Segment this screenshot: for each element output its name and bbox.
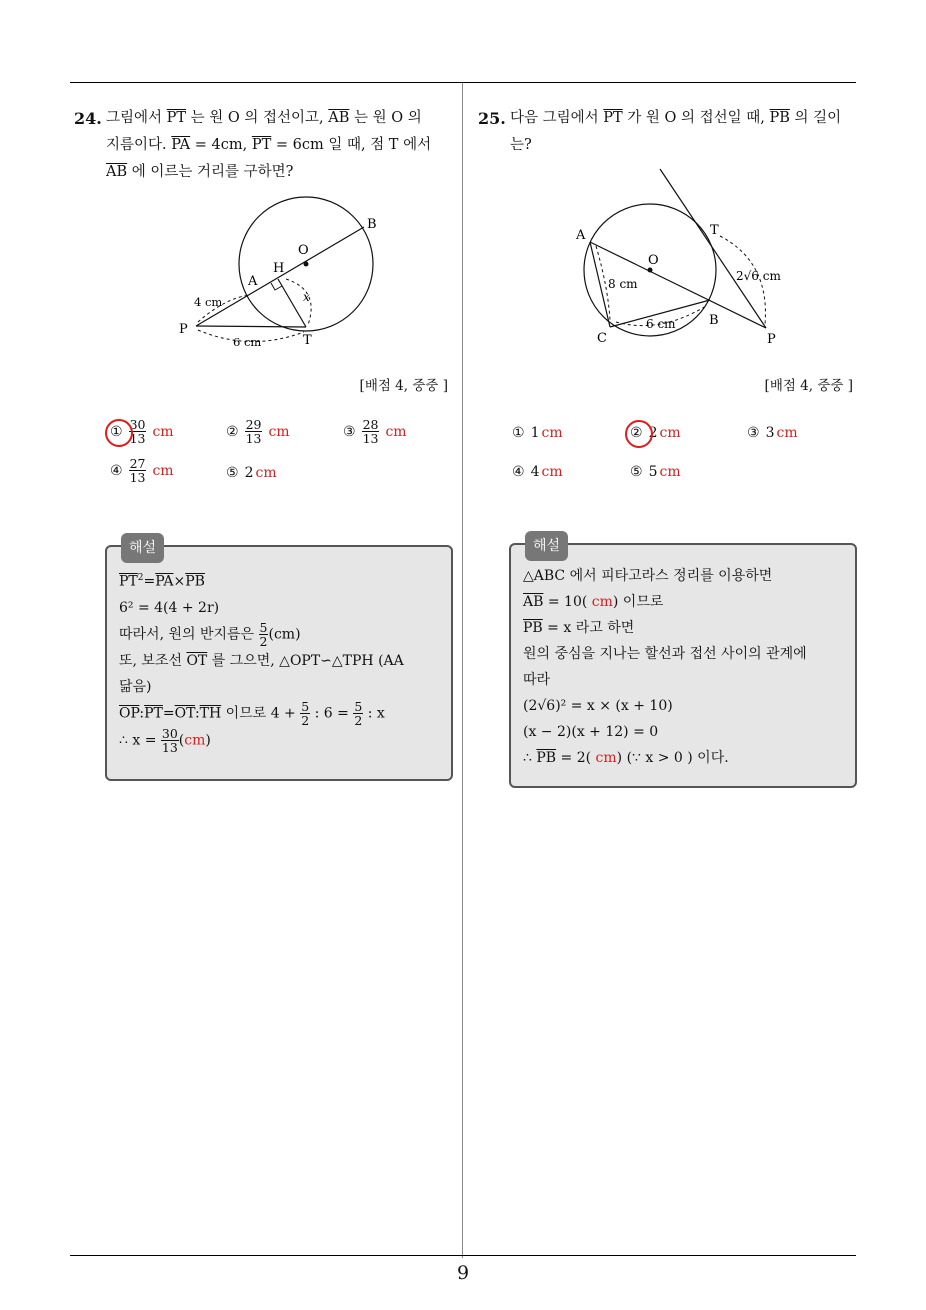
segment-pt: $\overline{PT}$: [251, 137, 272, 153]
label-t: T: [303, 333, 312, 348]
answer-circle-mark: [105, 419, 133, 447]
top-rule: [70, 82, 856, 83]
q25-text-2: 는?: [510, 137, 532, 153]
label-o: O: [648, 253, 659, 268]
tangent-line: [196, 326, 306, 327]
choice-number: ⑤: [630, 464, 643, 480]
text: : x: [363, 705, 385, 722]
label-radius: 8 cm: [608, 277, 638, 291]
sol-line-1: △ABC 에서 피타고라스 정리를 이용하면: [523, 568, 773, 584]
sol-line-1: [119, 565, 439, 595]
sol-line-3: [119, 621, 439, 648]
fraction: [161, 727, 179, 754]
denominator: 13: [362, 431, 379, 446]
sol-line-7: [119, 727, 439, 754]
unit: cm: [541, 464, 563, 480]
center-dot: [648, 268, 653, 273]
unit: cm: [595, 750, 617, 766]
sol-line-6: (2√6)² = x × (x + 10): [523, 698, 673, 714]
text: = 10(: [543, 594, 592, 610]
sol-line-5: 따라: [523, 672, 551, 688]
unit: cm: [152, 462, 174, 479]
label-a: A: [248, 274, 258, 289]
question-25-text: [476, 105, 856, 159]
q24-circle-figure: [170, 190, 390, 355]
fraction: [300, 700, 310, 727]
choice-value: 1: [530, 425, 540, 441]
colon: :: [139, 705, 145, 722]
numerator: 27: [129, 456, 146, 471]
text: : 6 =: [310, 705, 354, 722]
segment-ab: $\overline{AB}$: [523, 594, 544, 610]
label-p: P: [179, 322, 188, 337]
denominator: 2: [301, 712, 310, 728]
sol-line-7: (x − 2)(x + 12) = 0: [523, 724, 659, 740]
segment-pt: $\overline{PT}$: [119, 573, 138, 590]
q24-text-1: 그림에서: [106, 110, 167, 126]
label-b: B: [709, 313, 719, 328]
answer-circle-mark: [625, 420, 653, 448]
question-24-text: [72, 105, 452, 186]
q25-choice-5[interactable]: [630, 464, 681, 480]
sol-line-8: [523, 745, 843, 771]
segment-pt: $\overline{PT}$: [166, 110, 187, 126]
label-p: P: [767, 332, 776, 347]
q24-text-2: 지름이다.: [106, 137, 172, 153]
choice-number: ②: [630, 425, 643, 441]
colon: :: [194, 705, 200, 722]
unit: cm: [184, 732, 206, 749]
denominator: 13: [129, 431, 146, 446]
segment-th: $\overline{TH}$: [199, 705, 222, 722]
segment-pb: $\overline{PB}$: [185, 573, 205, 590]
q25-solution-box: [509, 538, 857, 788]
q24-choice-4[interactable]: [110, 457, 174, 484]
page-number: 9: [456, 1262, 470, 1284]
label-c: C: [597, 331, 607, 346]
fraction: [362, 418, 380, 445]
label-b: B: [367, 217, 377, 232]
numerator: 5: [301, 698, 310, 714]
unit: cm: [152, 423, 174, 440]
choice-number: ④: [512, 464, 525, 480]
segment-ab: $\overline{AB}$: [328, 110, 350, 126]
q25-score: [배점 4, 중중 ]: [764, 378, 853, 394]
q25-choice-4[interactable]: [512, 464, 563, 480]
segment-ab: $\overline{AB}$: [106, 164, 128, 180]
ray-pt: $\overline{PT}$: [603, 110, 623, 126]
numerator: 5: [259, 619, 268, 635]
choice-number: ①: [110, 423, 123, 440]
segment-pa: $\overline{PA}$: [155, 573, 174, 590]
equals: =: [143, 573, 156, 590]
sol-line-4: 원의 중심을 지나는 할선과 접선 사이의 관계에: [523, 646, 807, 662]
denominator: 13: [245, 431, 262, 446]
text: ∴: [523, 750, 537, 766]
choice-mark: [110, 424, 123, 440]
numerator: 30: [129, 417, 146, 432]
solution-tab: 해설: [525, 531, 568, 561]
paren: ): [205, 732, 211, 749]
text: ∴ x =: [119, 732, 161, 749]
solution-tab: 해설: [121, 533, 164, 563]
numerator: 29: [245, 417, 262, 432]
fraction: [353, 700, 363, 727]
q24-score: [배점 4, 중중 ]: [359, 378, 448, 394]
segment-pt: $\overline{PT}$: [144, 705, 163, 722]
q25-text-1: 다음 그림에서: [510, 110, 604, 126]
q24-choice-5[interactable]: [226, 465, 277, 481]
text: 또, 보조선: [119, 652, 187, 669]
segment-ot: $\overline{OT}$: [174, 705, 195, 722]
denominator: 13: [129, 470, 146, 485]
unit: cm: [659, 464, 681, 480]
label-pt-length: 6 cm: [233, 335, 262, 349]
choice-value: 5: [648, 464, 658, 480]
unit: cm: [268, 423, 290, 440]
label-h: H: [273, 261, 285, 276]
choice-value: 2: [244, 465, 254, 481]
choice-value: 3: [765, 425, 775, 441]
unit: cm: [541, 425, 563, 441]
text: 를 그으면, △OPT∽△TPH (AA: [207, 652, 404, 669]
label-a: A: [576, 228, 586, 243]
q25-choice-3[interactable]: [747, 425, 798, 441]
q24-choice-2[interactable]: [226, 418, 290, 445]
segment-pb: $\overline{PB}$: [769, 110, 790, 126]
q25-choice-1[interactable]: [512, 425, 563, 441]
q24-text-1c: 는 원 O 의: [349, 110, 422, 126]
segment-ac: [590, 242, 610, 327]
text: = x 라고 하면: [542, 620, 635, 636]
sol-line-6: [119, 700, 439, 727]
bottom-rule: [70, 1255, 856, 1256]
choice-value: 2: [648, 425, 658, 441]
numerator: 28: [362, 417, 379, 432]
denominator: 2: [259, 633, 268, 649]
exponent: 2: [137, 573, 144, 583]
unit: cm: [255, 465, 277, 481]
numerator: 30: [161, 725, 178, 741]
sol-line-3: [523, 615, 843, 641]
sol-line-4: [119, 648, 439, 674]
fraction: [259, 621, 269, 648]
label-pa-length: 4 cm: [194, 295, 223, 309]
q24-text-3: 에 이르는 거리를 구하면?: [127, 164, 294, 180]
center-dot: [304, 262, 309, 267]
q24-choice-1[interactable]: [110, 418, 174, 445]
choice-number: ③: [747, 425, 760, 441]
q24-choice-3[interactable]: [343, 418, 407, 445]
q25-circle-figure: [570, 162, 800, 352]
text: 이므로 4 +: [221, 705, 301, 722]
tangent-line: [660, 169, 766, 328]
text: ) (∵ x > 0 ) 이다.: [616, 750, 729, 766]
segment-ot: $\overline{OT}$: [186, 652, 208, 669]
choice-number: ③: [343, 423, 356, 440]
choice-number: ⑤: [226, 465, 239, 481]
sol-line-2: [523, 589, 843, 615]
denominator: 2: [354, 712, 363, 728]
label-bc-length: 6 cm: [646, 317, 676, 331]
choice-number: ②: [226, 423, 239, 440]
q24-solution-box: [105, 540, 453, 781]
q25-text-1c: 의 길이: [789, 110, 842, 126]
question-number: 25.: [478, 109, 506, 128]
choice-number: ④: [110, 462, 123, 479]
times: ×: [173, 573, 186, 590]
text: 따라서, 원의 반지름은: [119, 626, 259, 643]
fraction: [129, 457, 147, 484]
sol-line-2: 6² = 4(4 + 2r): [119, 599, 220, 616]
perpendicular-th: [278, 279, 306, 327]
paren: (: [178, 732, 185, 749]
q24-text-1b: 는 원 O 의 접선이고,: [186, 110, 329, 126]
fraction: [245, 418, 263, 445]
unit: cm: [776, 425, 798, 441]
text: (cm): [268, 626, 301, 643]
segment-pb: $\overline{PB}$: [523, 620, 543, 636]
q24-text-2b: = 4cm,: [190, 137, 252, 153]
text: = 2(: [556, 750, 596, 766]
q25-text-1b: 가 원 O 의 접선일 때,: [622, 110, 770, 126]
denominator: 13: [161, 739, 178, 755]
column-divider: [462, 83, 463, 1258]
choice-value: 4: [530, 464, 540, 480]
sol-line-5: 닮음): [119, 678, 152, 695]
numerator: 5: [354, 698, 363, 714]
question-24: [72, 105, 452, 186]
equals: =: [162, 705, 175, 722]
unit: cm: [659, 425, 681, 441]
segment-op: $\overline{OP}$: [119, 705, 140, 722]
label-o: O: [298, 243, 309, 258]
choice-mark: [630, 425, 643, 441]
question-number: 24.: [74, 109, 102, 128]
secant-line: [196, 227, 364, 326]
label-t: T: [710, 223, 719, 238]
q25-choice-2[interactable]: [630, 425, 681, 441]
segment-pb: $\overline{PB}$: [536, 750, 557, 766]
text: ) 이므로: [612, 594, 664, 610]
question-25: [476, 105, 856, 159]
unit: cm: [591, 594, 613, 610]
label-pt-length: 2√6 cm: [736, 269, 781, 283]
segment-pa: $\overline{PA}$: [171, 137, 191, 153]
choice-number: ①: [512, 425, 525, 441]
label-x: x: [303, 290, 310, 304]
unit: cm: [385, 423, 407, 440]
q24-text-2c: = 6cm 일 때, 점 T 에서: [271, 137, 432, 153]
